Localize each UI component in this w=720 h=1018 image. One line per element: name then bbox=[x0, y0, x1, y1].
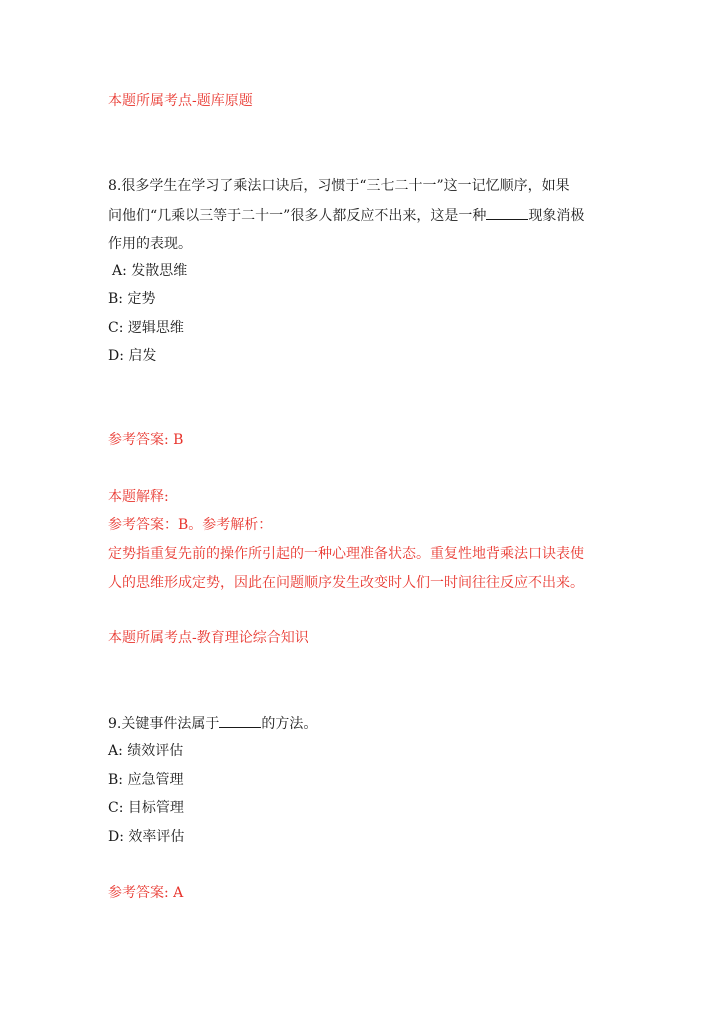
answer-label: 参考答案: A bbox=[108, 885, 184, 901]
answer-label: 参考答案: B bbox=[108, 432, 184, 448]
option-d: D: 启发 bbox=[108, 348, 157, 364]
explanation-text: 人的思维形成定势，因此在问题顺序发生改变时人们一时间往往反应不出来。 bbox=[108, 575, 584, 591]
stem-text: 问他们“几乘以三等于二十一”很多人都反应不出来，这是一种 bbox=[108, 208, 487, 224]
question-stem-line: 作用的表现。 bbox=[108, 236, 192, 252]
stem-text: 现象消极 bbox=[528, 208, 585, 224]
explanation-title: 本题解释: bbox=[108, 489, 169, 505]
option-c: C: 目标管理 bbox=[108, 800, 184, 816]
stem-text: 的方法。 bbox=[261, 716, 318, 732]
answer-blank bbox=[219, 713, 261, 728]
topic-label: 本题所属考点-教育理论综合知识 bbox=[108, 630, 309, 646]
explanation-answer: 参考答案：B。参考解析： bbox=[108, 517, 273, 533]
topic-label: 本题所属考点-题库原题 bbox=[108, 93, 253, 109]
option-d: D: 效率评估 bbox=[108, 829, 185, 845]
option-a: A: 绩效评估 bbox=[108, 743, 184, 759]
answer-blank bbox=[486, 205, 528, 220]
option-a: A: 发散思维 bbox=[112, 263, 188, 279]
question-stem-line: 8.很多学生在学习了乘法口诀后，习惯于“三七二十一”这一记忆顺序，如果 bbox=[108, 178, 570, 194]
question-stem-line bbox=[108, 713, 317, 734]
option-b: B: 定势 bbox=[108, 291, 156, 307]
explanation-text: 定势指重复先前的操作所引起的一种心理准备状态。重复性地背乘法口诀表使 bbox=[108, 546, 584, 562]
stem-text: 9.关键事件法属于 bbox=[108, 716, 220, 732]
option-b: B: 应急管理 bbox=[108, 772, 184, 788]
option-c: C: 逻辑思维 bbox=[108, 320, 184, 336]
question-stem-line bbox=[108, 205, 584, 226]
